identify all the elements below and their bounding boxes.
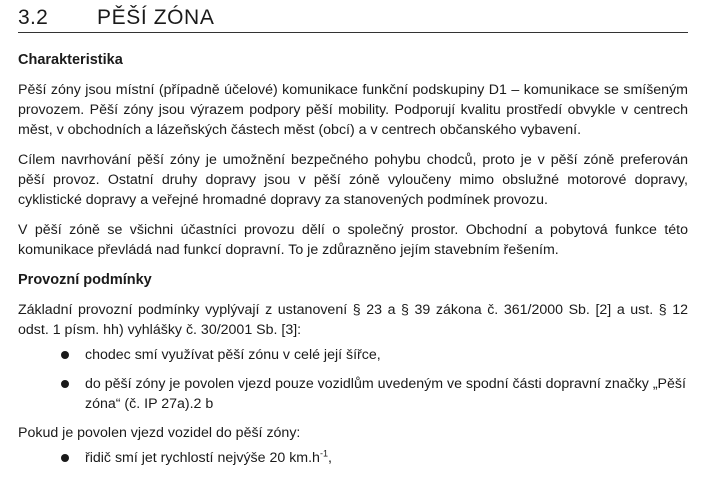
- document-body: [18, 50, 688, 477]
- list-item: [18, 345, 688, 365]
- superscript-unit: -1: [319, 448, 328, 459]
- list-item-text: řidič smí jet rychlostí nejvýše 20 km.h: [85, 450, 320, 466]
- bullet-icon: [61, 380, 69, 388]
- paragraph: V pěší zóně se všichni účastníci provozu dělí o společný prostor. Obchodní a pobytová funkce této komunikace převládá nad funkcí dopravní. To je zdůrazněno jejím stavebním řešením.: [18, 222, 688, 258]
- section-title-charakteristika: Charakteristika: [18, 52, 123, 68]
- chapter-heading: [18, 4, 688, 33]
- paragraph: Pěší zóny jsou místní (případně účelové) komunikace funkční podskupiny D1 – komunikace se smíšeným provozem. Pěší zóny jsou výrazem podpory pěší mobility. Podporují kvalitu prostředí obvykle v centrech měst, v obchodních a lázeňských částech měst (obcí) a v centrech občanského vybavení.: [18, 82, 688, 138]
- bullet-list: [18, 448, 688, 468]
- list-item-punctuation: ,: [327, 450, 332, 466]
- paragraph: Pokud je povolen vjezd vozidel do pěší zóny:: [18, 425, 301, 441]
- bullet-icon: [61, 351, 69, 359]
- bullet-icon: [61, 454, 69, 462]
- section-title-provozni-podminky: Provozní podmínky: [18, 272, 152, 288]
- list-item-text: chodec smí využívat pěší zónu v celé její šířce,: [85, 347, 381, 363]
- list-item: [18, 448, 688, 468]
- list-item: [18, 374, 688, 414]
- chapter-number: 3.2: [18, 6, 49, 29]
- chapter-title: PĚŠÍ ZÓNA: [97, 6, 215, 29]
- paragraph: Cílem navrhování pěší zóny je umožnění bezpečného pohybu chodců, proto je v pěší zóně preferován pěší provoz. Ostatní druhy dopravy jsou v pěší zóně vyloučeny mimo obslužné motorové dopravy, cyklistické dopravy a veřejné hromadné dopravy za stanovených podmínek provozu.: [18, 152, 688, 208]
- paragraph: Základní provozní podmínky vyplývají z ustanovení § 23 a § 39 zákona č. 361/2000 Sb. [2] a ust. § 12 odst. 1 písm. hh) vyhlášky č. 30/2001 Sb. [3]:: [18, 302, 688, 338]
- list-item-text: do pěší zóny je povolen vjezd pouze vozidlům uvedeným ve spodní části dopravní značky „Pěší zóna“ (č. IP 27a).2 b: [85, 376, 686, 412]
- bullet-list: [18, 345, 688, 414]
